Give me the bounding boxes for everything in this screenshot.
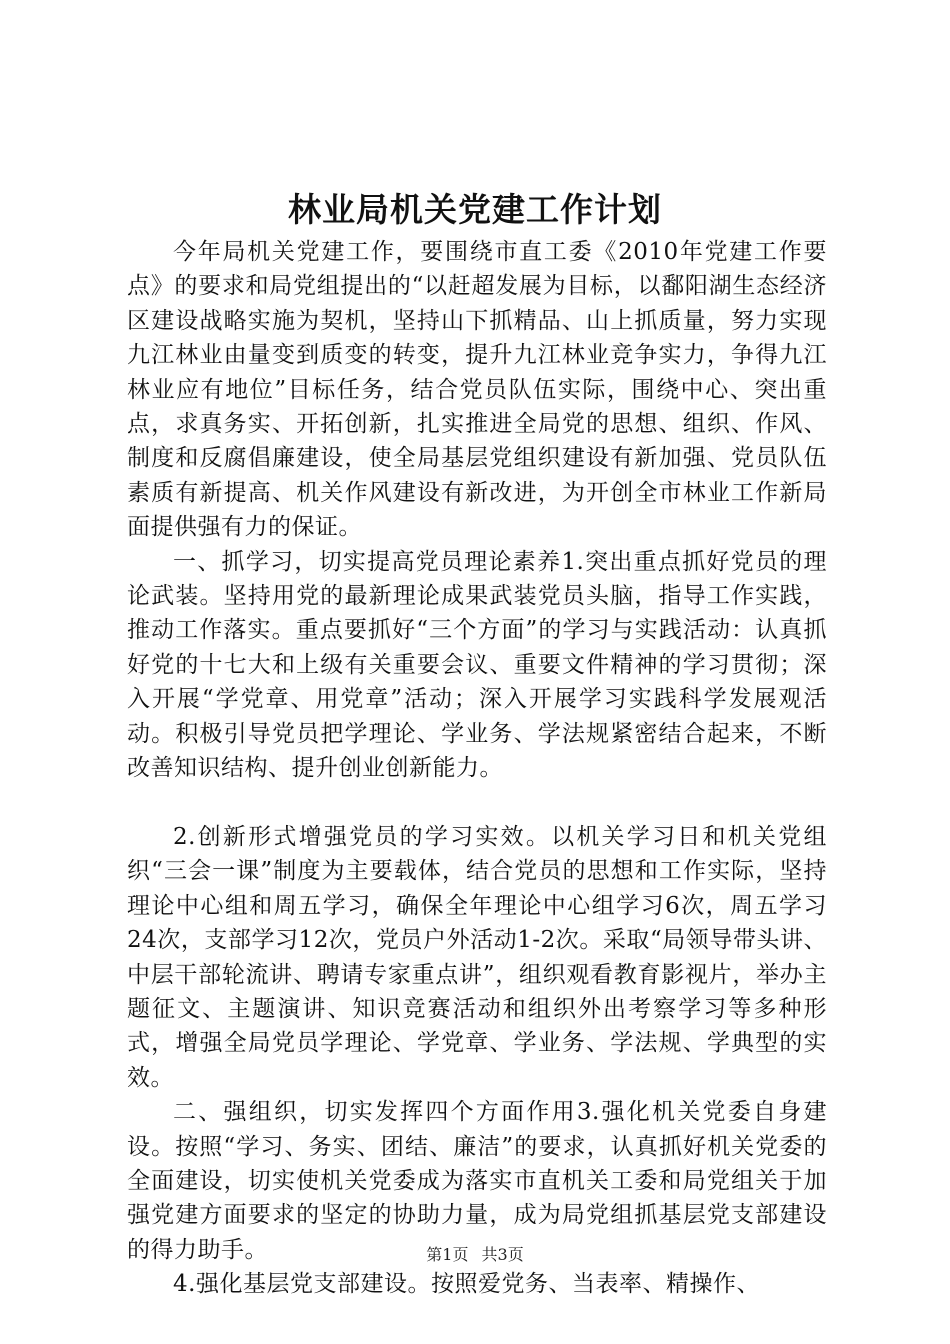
page-number: 第1页 bbox=[426, 1245, 469, 1264]
paragraph-item-2: 2.创新形式增强党员的学习实效。以机关学习日和机关党组织“三会一课”制度为主要载体，结合党员的思想和工作实际，坚持理论中心组和周五学习，确保全年理论中心组学习6次，周五学习24次，支部学习12次，党员户外活动1-2次。采取“局领导带头讲、中层干部轮流讲、聘请专家重点讲”，组织观看教育影视片，举办主题征文、主题演讲、知识竞赛活动和组织外出考察学习等多种形式，增强全局党员学理论、学党章、学业务、学法规、学典型的实效。 bbox=[127, 823, 827, 1091]
page-footer bbox=[0, 1243, 950, 1267]
document-body bbox=[127, 235, 827, 1302]
document-title: 林业局机关党建工作计划 bbox=[288, 190, 662, 229]
paragraph-section-2: 二、强组织，切实发挥四个方面作用3.强化机关党委自身建设。按照“学习、务实、团结、廉洁”的要求，认真抓好机关党委的全面建设，切实使机关党委成为落实市直机关工委和局党组关于加强党建方面要求的坚定的协助力量，成为局党组抓基层党支部建设的得力助手。 bbox=[127, 1099, 827, 1263]
page-total: 共3页 bbox=[481, 1245, 524, 1264]
paragraph-item-4: 4.强化基层党支部建设。按照爱党务、当表率、精操作、 bbox=[173, 1271, 760, 1298]
paragraph-section-1: 一、抓学习，切实提高党员理论素养1.突出重点抓好党员的理论武装。坚持用党的最新理论成果武装党员头脑，指导工作实践，推动工作落实。重点要抓好“三个方面”的学习与实践活动：认真抓好党的十七大和上级有关重要会议、重要文件精神的学习贯彻；深入开展“学党章、用党章”活动；深入开展学习实践科学发展观活动。积极引导党员把学理论、学业务、学法规紧密结合起来，不断改善知识结构、提升创业创新能力。 bbox=[127, 548, 827, 782]
paragraph-intro: 今年局机关党建工作，要围绕市直工委《2010年党建工作要点》的要求和局党组提出的“以赶超发展为目标，以鄱阳湖生态经济区建设战略实施为契机，坚持山下抓精品、山上抓质量，努力实现九江林业由量变到质变的转变，提升九江林业竞争实力，争得九江林业应有地位”目标任务，结合党员队伍实际，围绕中心、突出重点，求真务实、开拓创新，扎实推进全局党的思想、组织、作风、制度和反腐倡廉建设，使全局基层党组织建设有新加强、党员队伍素质有新提高、机关作风建设有新改进，为开创全市林业工作新局面提供强有力的保证。 bbox=[127, 239, 827, 541]
paragraph-spacer bbox=[127, 786, 827, 820]
